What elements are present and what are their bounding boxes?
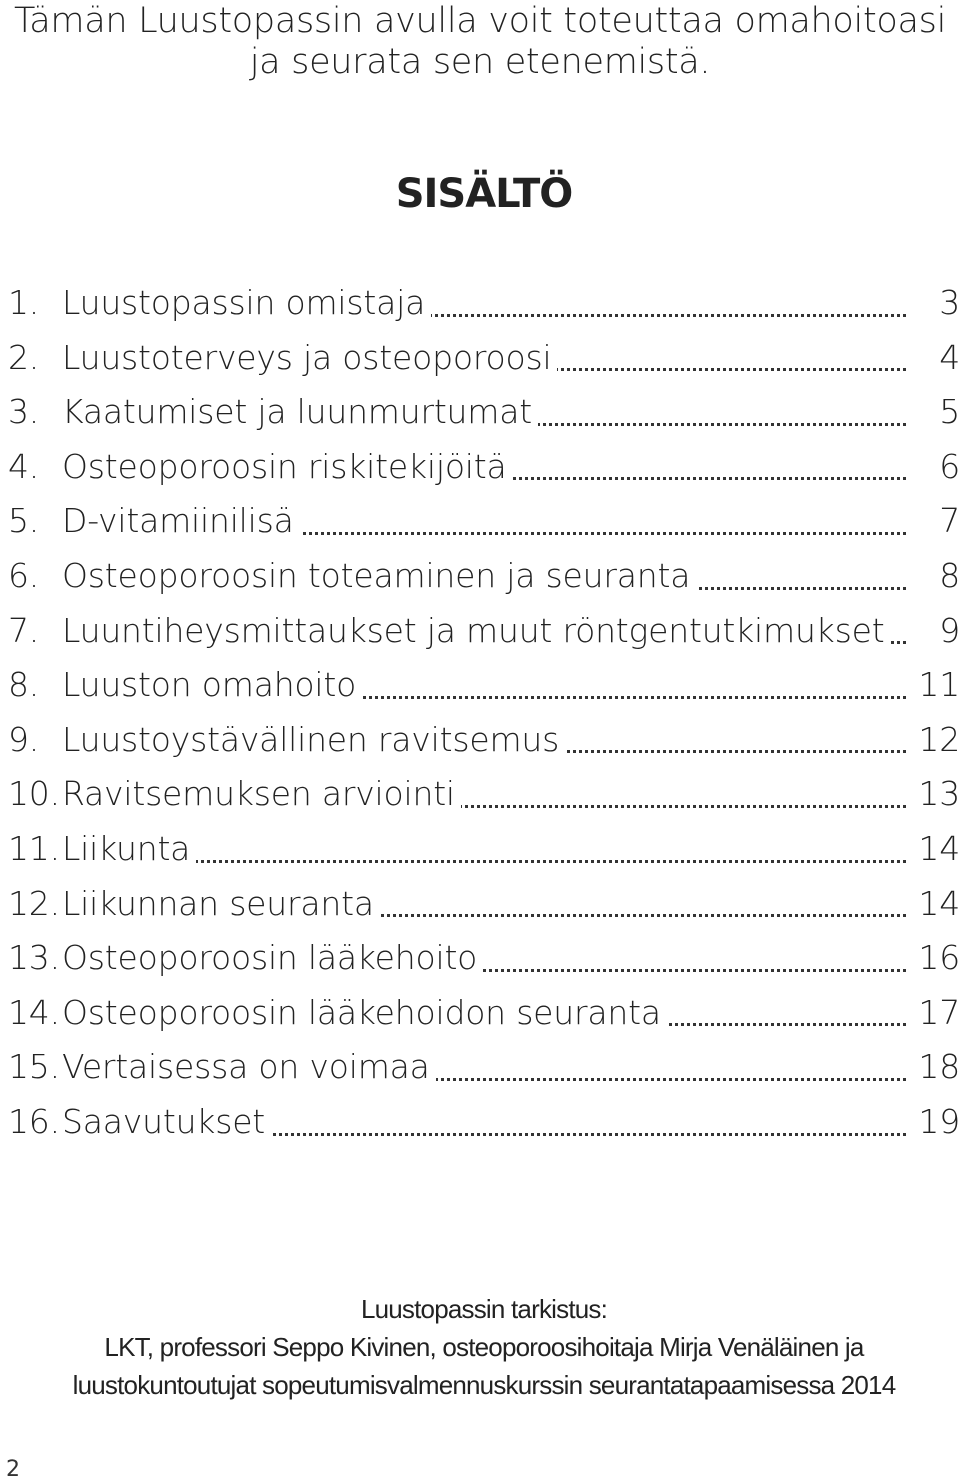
- toc-item-label: Vertaisessa on voimaa: [62, 1040, 436, 1094]
- toc-item-number: 12.: [8, 883, 60, 923]
- toc-item[interactable]: [0, 822, 960, 877]
- toc-item-label: Luustoterveys ja osteoporoosi: [62, 331, 557, 385]
- toc-item-page: 5: [908, 385, 960, 439]
- table-of-contents: [0, 276, 960, 1150]
- toc-item[interactable]: [0, 494, 960, 549]
- toc-title: SISÄLTÖ: [395, 171, 573, 217]
- toc-item-label: Luuston omahoito: [62, 658, 362, 712]
- toc-item-label: Kaatumiset ja luunmurtumat: [62, 385, 538, 439]
- toc-item[interactable]: [0, 877, 960, 932]
- toc-item-label: D-vitamiinilisä: [62, 494, 300, 548]
- toc-item-page: 12: [908, 713, 960, 767]
- toc-item-page: 18: [908, 1040, 960, 1094]
- toc-item-label: Osteoporoosin lääkehoito: [62, 931, 483, 985]
- toc-item[interactable]: [0, 767, 960, 822]
- credits-line-1: LKT, professori Seppo Kivinen, osteoporoosihoitaja Mirja Venäläinen ja: [104, 1332, 864, 1362]
- toc-item-page: 3: [908, 276, 960, 330]
- credits-heading: Luustopassin tarkistus:: [360, 1294, 608, 1324]
- toc-item-number: 4.: [8, 446, 40, 486]
- toc-item-page: 16: [908, 931, 960, 985]
- page-number: 2: [6, 1457, 20, 1482]
- toc-item-number: 1.: [8, 283, 40, 322]
- toc-item-label: Luustoystävällinen ravitsemus: [62, 713, 565, 767]
- toc-item[interactable]: [0, 1095, 960, 1150]
- toc-item-page: 17: [908, 986, 960, 1040]
- toc-item-label: Osteoporoosin lääkehoidon seuranta: [62, 986, 667, 1040]
- toc-item-label: Osteoporoosin riskitekijöitä: [62, 440, 513, 494]
- credits-line-2: luustokuntoutujat sopeutumisvalmennuskurssin seurantatapaamisessa 2014: [72, 1370, 896, 1400]
- toc-item-label: Osteoporoosin toteaminen ja seuranta: [62, 549, 696, 603]
- toc-item-number: 15.: [8, 1047, 60, 1087]
- toc-item-page: 14: [908, 877, 960, 931]
- toc-item[interactable]: [0, 1040, 960, 1095]
- toc-item-number: 7.: [8, 610, 40, 650]
- toc-item-number: 3.: [8, 392, 40, 432]
- toc-item-number: 6.: [8, 555, 40, 595]
- toc-item-page: 9: [908, 604, 960, 658]
- toc-item[interactable]: [0, 549, 960, 604]
- toc-item[interactable]: [0, 713, 960, 768]
- toc-item-page: 7: [908, 494, 960, 548]
- toc-item[interactable]: [0, 986, 960, 1041]
- toc-item[interactable]: [0, 385, 960, 440]
- toc-item[interactable]: [0, 440, 960, 495]
- toc-item-number: 10.: [8, 774, 60, 814]
- toc-item[interactable]: [0, 331, 960, 386]
- toc-item-number: 11.: [8, 828, 60, 868]
- toc-item-label: Liikunta: [62, 822, 196, 876]
- toc-item-page: 11: [908, 658, 960, 712]
- toc-item-number: 8.: [8, 665, 40, 705]
- toc-item-page: 14: [908, 822, 960, 876]
- toc-item-number: 5.: [8, 501, 40, 541]
- toc-item-label: Luuntiheysmittaukset ja muut röntgentutkimukset: [62, 604, 890, 658]
- intro-line-2: ja seurata sen etenemistä.: [249, 42, 711, 82]
- toc-item-number: 16.: [8, 1101, 60, 1141]
- intro-line-1: Tämän Luustopassin avulla voit toteuttaa omahoitoasi: [14, 1, 946, 41]
- toc-item-page: 19: [908, 1095, 960, 1149]
- toc-item-number: 9.: [8, 719, 40, 759]
- toc-item-label: Ravitsemuksen arviointi: [62, 767, 461, 821]
- toc-item-number: 2.: [8, 337, 40, 377]
- toc-item[interactable]: [0, 276, 960, 331]
- toc-item[interactable]: [0, 931, 960, 986]
- toc-item-label: Luustopassin omistaja: [62, 276, 431, 330]
- toc-item-label: Saavutukset: [62, 1095, 271, 1149]
- toc-item-page: 4: [908, 331, 960, 385]
- toc-item-number: 14.: [8, 992, 60, 1032]
- toc-item-label: Liikunnan seuranta: [62, 877, 380, 931]
- toc-item[interactable]: [0, 658, 960, 713]
- toc-item-page: 13: [908, 767, 960, 821]
- toc-item-page: 8: [908, 549, 960, 603]
- toc-item[interactable]: [0, 604, 960, 659]
- review-credits: [0, 1290, 960, 1404]
- toc-item-number: 13.: [8, 938, 60, 978]
- toc-item-page: 6: [908, 440, 960, 494]
